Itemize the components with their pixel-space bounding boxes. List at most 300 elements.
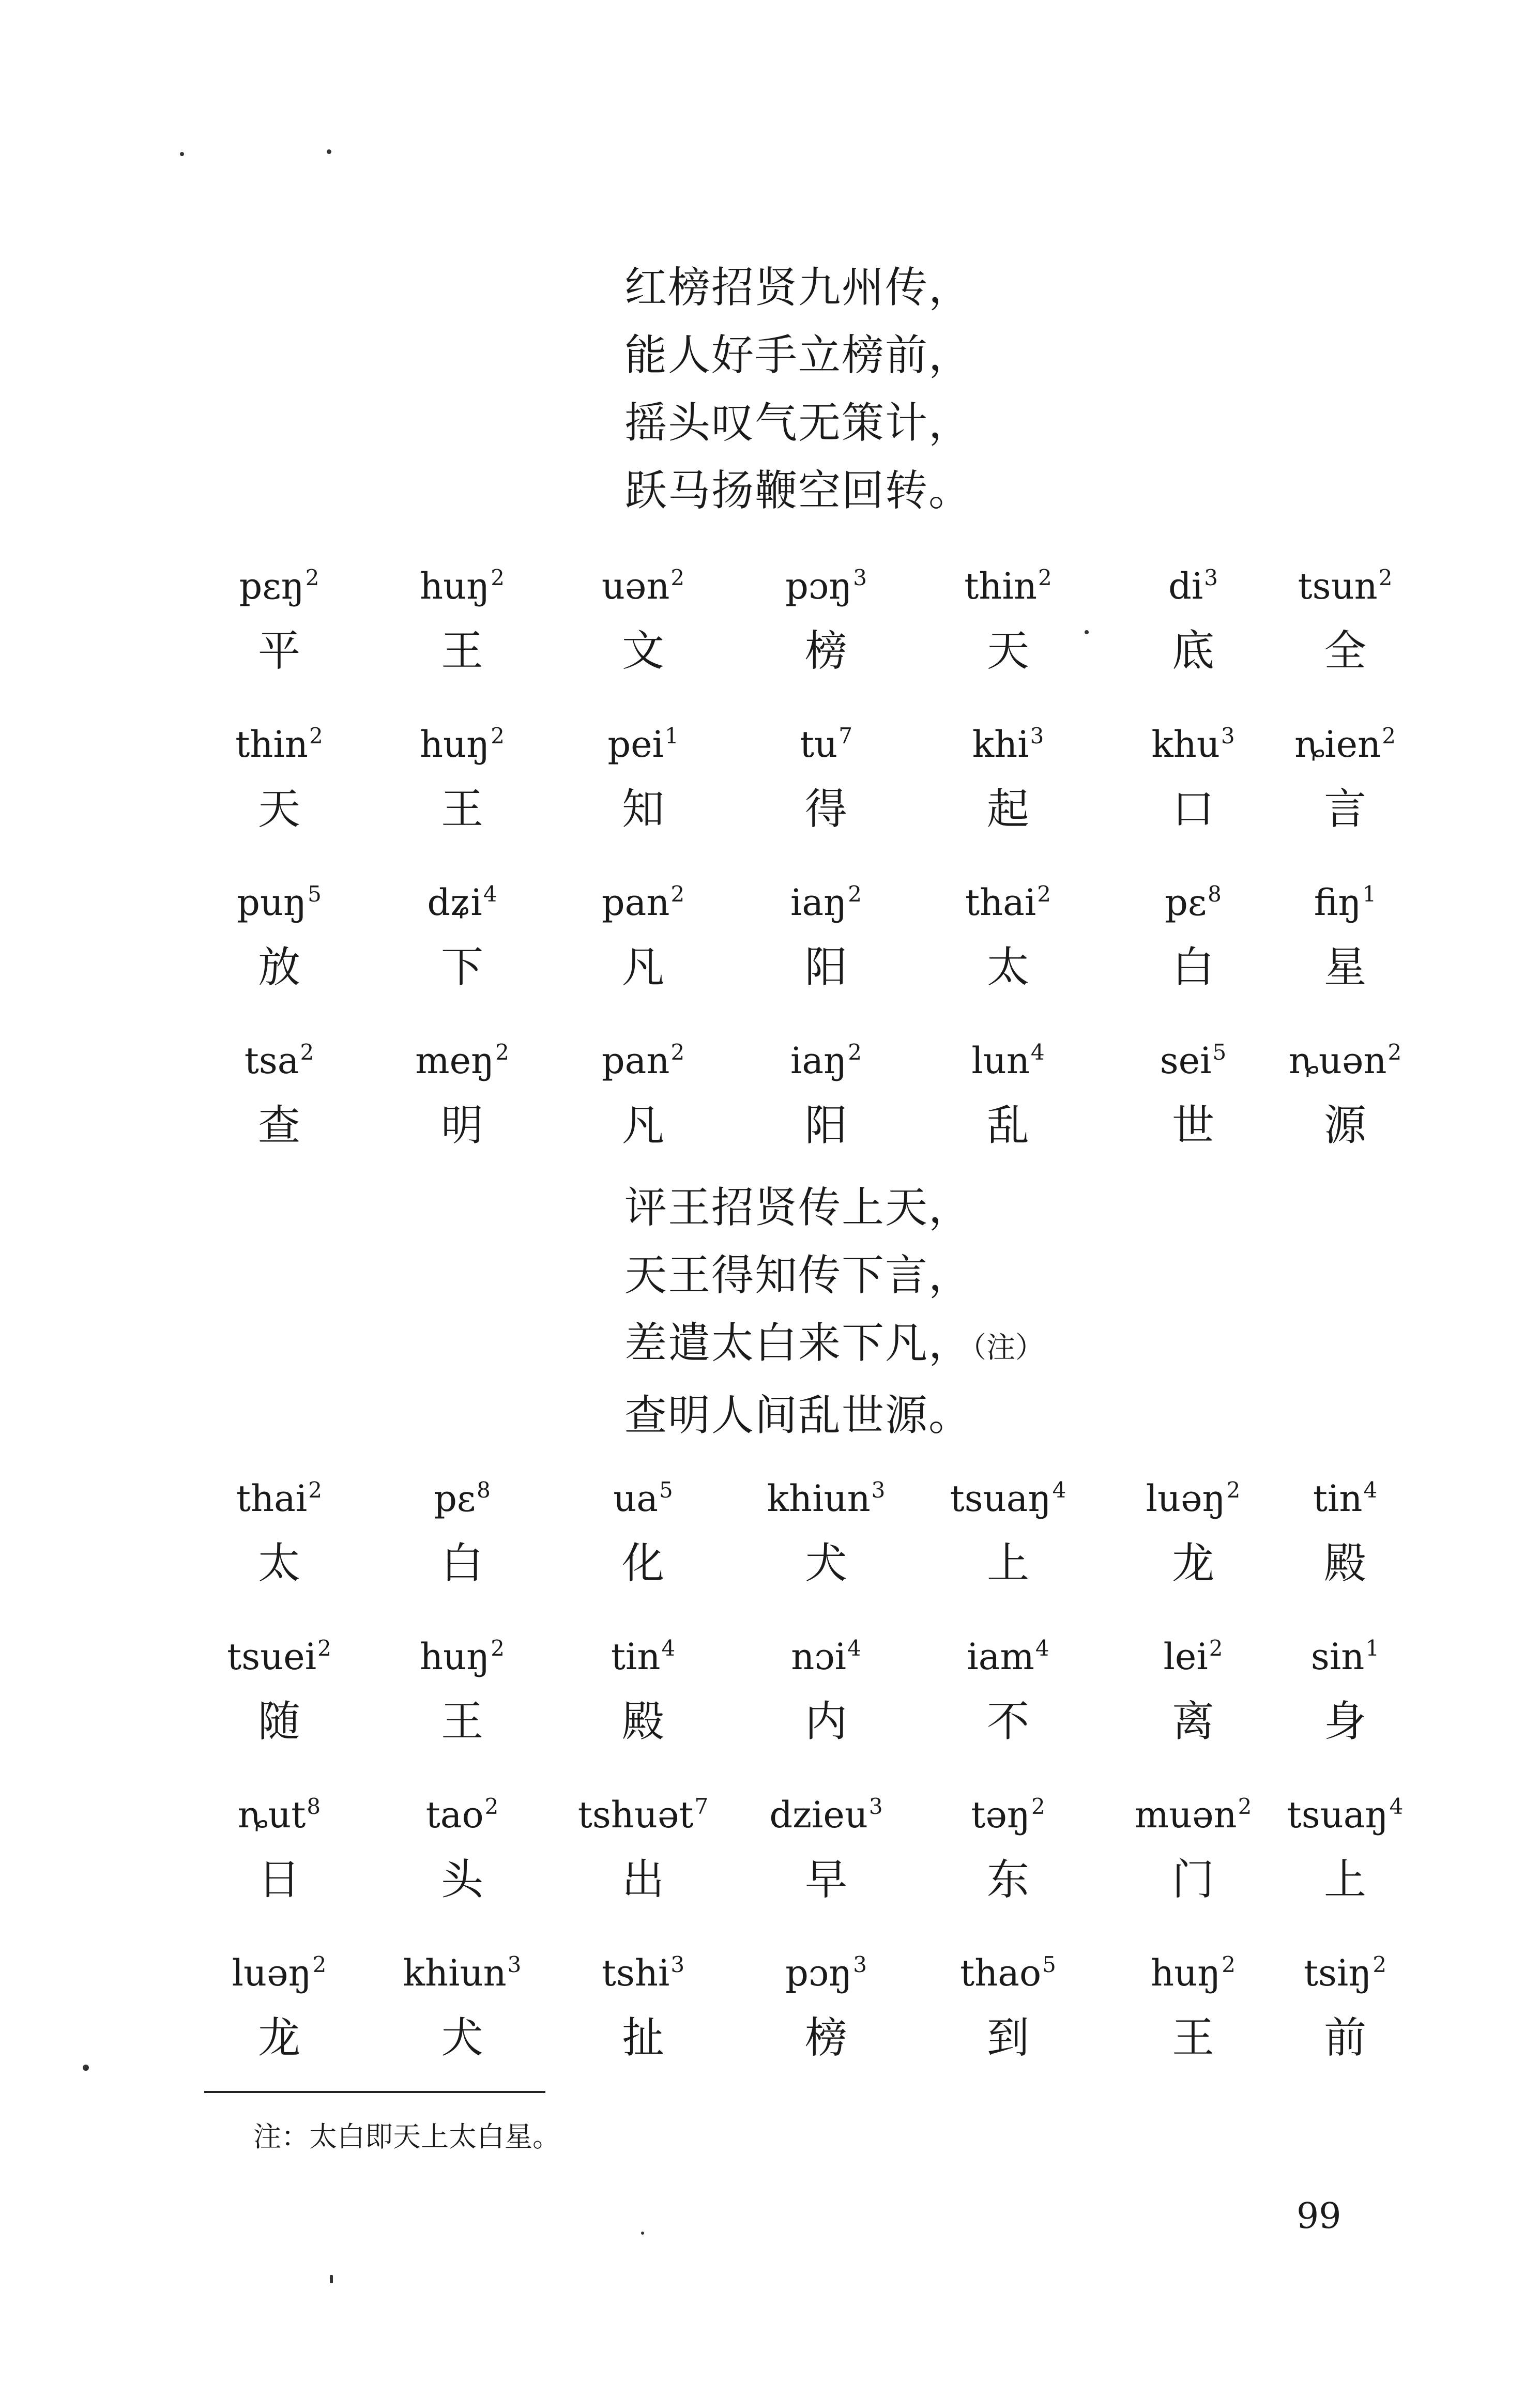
syllable-cell	[566, 1033, 721, 1152]
romanization	[385, 875, 540, 930]
tone-number: 2	[1209, 1636, 1223, 1661]
romanization	[1116, 875, 1271, 930]
verse-2	[624, 1174, 1044, 1449]
chinese-character: 白	[440, 1539, 483, 1588]
tone-number: 2	[491, 1636, 505, 1661]
romanization-text: huŋ	[420, 565, 490, 607]
romanization-text: khiun	[403, 1952, 507, 1994]
syllable-cell	[931, 1787, 1086, 1906]
chinese-character: 殿	[621, 1697, 664, 1746]
romanization	[749, 1629, 904, 1685]
romanization-text: luəŋ	[1146, 1477, 1226, 1520]
romanization-text: luəŋ	[232, 1952, 312, 1994]
romanization-text: ȵien	[1294, 723, 1381, 766]
romanization-text: iaŋ	[790, 881, 847, 924]
syllable-cell	[385, 875, 540, 994]
romanization-text: ȵut	[237, 1794, 306, 1836]
chinese-character: 星	[1323, 943, 1366, 992]
romanization	[1116, 1033, 1271, 1089]
syllable-cell	[1116, 1471, 1271, 1590]
chinese-character: 化	[621, 1539, 664, 1588]
scan-speck	[330, 2275, 333, 2283]
tone-number: 2	[1387, 1040, 1402, 1065]
romanization-text: tin	[1313, 1477, 1363, 1520]
romanization-text: pɛ	[1165, 881, 1207, 924]
chinese-character: 凡	[621, 1101, 664, 1150]
romanization-text: dʑi	[427, 881, 482, 924]
romanization-text: huŋ	[420, 723, 490, 766]
chinese-character: 阳	[804, 943, 847, 992]
romanization-text: tshi	[601, 1952, 670, 1994]
chinese-character: 平	[257, 627, 300, 676]
syllable-cell	[749, 1471, 904, 1590]
romanization	[1268, 1945, 1423, 2001]
scan-speck	[641, 2232, 644, 2235]
syllable-cell	[385, 558, 540, 677]
romanization-text: iam	[967, 1636, 1034, 1678]
tone-number: 2	[484, 1794, 499, 1819]
tone-number: 2	[1031, 1794, 1045, 1819]
romanization	[385, 716, 540, 772]
romanization	[749, 1033, 904, 1089]
romanization	[566, 716, 721, 772]
romanization-text: nɔi	[791, 1636, 846, 1678]
phonetic-row	[0, 1033, 1540, 1191]
chinese-character: 早	[804, 1855, 847, 1904]
chinese-character: 底	[1171, 627, 1214, 676]
syllable-cell	[1116, 1629, 1271, 1748]
syllable-cell	[566, 1629, 721, 1748]
chinese-character: 乱	[986, 1101, 1029, 1150]
romanization-text: puŋ	[237, 881, 307, 924]
chinese-character: 犬	[804, 1539, 847, 1588]
tone-number: 2	[848, 1040, 862, 1065]
romanization	[931, 716, 1086, 772]
footnote-marker: （注）	[972, 1331, 1045, 1365]
tone-number: 7	[838, 723, 852, 749]
syllable-cell	[566, 1945, 721, 2064]
syllable-cell	[1268, 875, 1423, 994]
syllable-cell	[566, 716, 721, 835]
chinese-character: 明	[440, 1101, 483, 1150]
syllable-cell	[202, 1629, 357, 1748]
syllable-cell	[385, 716, 540, 835]
verse-line: 跃马扬鞭空回转。	[624, 466, 972, 515]
tone-number: 2	[1238, 1794, 1252, 1819]
romanization	[931, 1629, 1086, 1685]
verse-line: 摇头叹气无策计，	[624, 399, 972, 448]
syllable-cell	[1116, 558, 1271, 677]
verse-line-text: 差遣太白来下凡，	[624, 1319, 972, 1368]
syllable-cell	[202, 558, 357, 677]
tone-number: 4	[1030, 1040, 1045, 1065]
romanization-text: pan	[601, 881, 670, 924]
romanization-text: tsuaŋ	[1287, 1794, 1389, 1836]
romanization	[202, 875, 357, 930]
chinese-character: 凡	[621, 943, 664, 992]
syllable-cell	[931, 558, 1086, 677]
chinese-character: 下	[440, 943, 483, 992]
syllable-cell	[385, 1787, 540, 1906]
chinese-character: 天	[257, 785, 300, 834]
tone-number: 2	[1037, 881, 1051, 907]
syllable-cell	[749, 1945, 904, 2064]
footnote: 注：太白即天上太白星。	[253, 2120, 560, 2153]
romanization	[1116, 1471, 1271, 1526]
tone-number: 2	[670, 881, 685, 907]
romanization	[931, 1945, 1086, 2001]
chinese-character: 天	[986, 627, 1029, 676]
tone-number: 2	[300, 1040, 314, 1065]
verse-line: 能人好手立榜前，	[624, 331, 972, 380]
footnote-rule	[204, 2091, 545, 2093]
syllable-cell	[385, 1033, 540, 1152]
romanization-text: pei	[607, 723, 664, 766]
syllable-cell	[931, 1945, 1086, 2064]
romanization	[931, 558, 1086, 614]
verse-line	[624, 1309, 1044, 1382]
romanization	[1268, 558, 1423, 614]
tone-number: 4	[847, 1636, 861, 1661]
tone-number: 5	[1042, 1952, 1056, 1977]
romanization	[749, 1787, 904, 1843]
romanization-text: tin	[611, 1636, 661, 1678]
syllable-cell	[1116, 1787, 1271, 1906]
syllable-cell	[566, 875, 721, 994]
romanization	[1116, 1629, 1271, 1685]
chinese-character: 日	[257, 1855, 300, 1904]
romanization-text: ȵuən	[1288, 1040, 1387, 1082]
syllable-cell	[202, 1945, 357, 2064]
syllable-cell	[385, 1629, 540, 1748]
syllable-cell	[566, 1471, 721, 1590]
romanization-text: sin	[1310, 1636, 1365, 1678]
romanization-text: thai	[965, 881, 1036, 924]
romanization-text: thao	[960, 1952, 1042, 1994]
romanization	[931, 1471, 1086, 1526]
chinese-character: 前	[1323, 2013, 1366, 2063]
romanization	[385, 1033, 540, 1089]
chinese-character: 全	[1323, 627, 1366, 676]
romanization-text: pɛŋ	[239, 565, 304, 607]
phonetic-block-2	[0, 1471, 1540, 2103]
syllable-cell	[1268, 558, 1423, 677]
romanization-text: tsuaŋ	[950, 1477, 1051, 1520]
romanization-text: tsuei	[227, 1636, 317, 1678]
romanization	[749, 1945, 904, 2001]
romanization	[385, 1787, 540, 1843]
romanization-text: tsiŋ	[1303, 1952, 1372, 1994]
syllable-cell	[1268, 1629, 1423, 1748]
chinese-character: 源	[1323, 1101, 1366, 1150]
syllable-cell	[1268, 1033, 1423, 1152]
tone-number: 3	[853, 1952, 867, 1977]
tone-number: 8	[1208, 881, 1222, 907]
tone-number: 4	[661, 1636, 676, 1661]
romanization	[385, 1945, 540, 2001]
page-number: 99	[1297, 2196, 1341, 2237]
romanization-text: thin	[964, 565, 1037, 607]
chinese-character: 随	[257, 1697, 300, 1746]
syllable-cell	[931, 875, 1086, 994]
phonetic-block-1	[0, 558, 1540, 1191]
syllable-cell	[749, 1787, 904, 1906]
chinese-character: 口	[1171, 785, 1214, 834]
phonetic-row	[0, 1629, 1540, 1787]
chinese-character: 扯	[621, 2013, 664, 2063]
tone-number: 2	[1378, 565, 1393, 590]
romanization	[202, 558, 357, 614]
tone-number: 2	[491, 565, 505, 590]
chinese-character: 世	[1171, 1101, 1214, 1150]
romanization	[1116, 716, 1271, 772]
romanization	[202, 1629, 357, 1685]
verse-1	[624, 254, 972, 525]
tone-number: 4	[1035, 1636, 1049, 1661]
romanization	[202, 716, 357, 772]
romanization-text: tsun	[1298, 565, 1378, 607]
romanization-text: ua	[613, 1477, 659, 1520]
syllable-cell	[1268, 1945, 1423, 2064]
chinese-character: 放	[257, 943, 300, 992]
syllable-cell	[202, 1471, 357, 1590]
chinese-character: 得	[804, 785, 847, 834]
romanization-text: pan	[601, 1040, 670, 1082]
romanization	[566, 558, 721, 614]
phonetic-row	[0, 716, 1540, 875]
romanization-text: khi	[972, 723, 1029, 766]
tone-number: 5	[659, 1477, 673, 1503]
verse-line: 红榜招贤九州传，	[624, 263, 972, 312]
romanization-text: uən	[601, 565, 670, 607]
tone-number: 3	[868, 1794, 883, 1819]
romanization-text: fiŋ	[1314, 881, 1362, 924]
scan-speck	[1085, 630, 1089, 634]
verse-line: 天王得知传下言，	[624, 1251, 972, 1300]
scan-speck	[327, 149, 331, 154]
chinese-character: 东	[986, 1855, 1029, 1904]
romanization-text: muən	[1134, 1794, 1237, 1836]
romanization	[1268, 1471, 1423, 1526]
chinese-character: 门	[1171, 1855, 1214, 1904]
romanization-text: thai	[236, 1477, 308, 1520]
tone-number: 2	[495, 1040, 509, 1065]
chinese-character: 身	[1323, 1697, 1366, 1746]
romanization-text: khu	[1151, 723, 1220, 766]
romanization	[385, 558, 540, 614]
syllable-cell	[931, 1471, 1086, 1590]
chinese-character: 出	[621, 1855, 664, 1904]
syllable-cell	[749, 875, 904, 994]
romanization-text: huŋ	[1151, 1952, 1221, 1994]
romanization	[931, 1033, 1086, 1089]
scan-speck	[180, 152, 184, 156]
syllable-cell	[566, 1787, 721, 1906]
verse-line: 查明人间乱世源。	[624, 1391, 972, 1440]
tone-number: 8	[477, 1477, 491, 1503]
chinese-character: 龙	[257, 2013, 300, 2063]
scan-speck	[83, 2065, 89, 2071]
romanization-text: meŋ	[415, 1040, 495, 1082]
tone-number: 3	[1030, 723, 1044, 749]
chinese-character: 文	[621, 627, 664, 676]
syllable-cell	[385, 1471, 540, 1590]
syllable-cell	[931, 1629, 1086, 1748]
chinese-character: 王	[440, 1697, 483, 1746]
phonetic-row	[0, 1945, 1540, 2103]
romanization-text: pɛ	[434, 1477, 476, 1520]
romanization	[566, 875, 721, 930]
tone-number: 3	[853, 565, 867, 590]
tone-number: 5	[1212, 1040, 1227, 1065]
tone-number: 2	[670, 1040, 685, 1065]
romanization	[1116, 1787, 1271, 1843]
romanization	[931, 1787, 1086, 1843]
romanization	[566, 1787, 721, 1843]
syllable-cell	[1116, 716, 1271, 835]
romanization	[566, 1629, 721, 1685]
romanization-text: tshuət	[577, 1794, 694, 1836]
chinese-character: 殿	[1323, 1539, 1366, 1588]
syllable-cell	[202, 1787, 357, 1906]
romanization	[749, 1471, 904, 1526]
syllable-cell	[1268, 1471, 1423, 1590]
chinese-character: 起	[986, 785, 1029, 834]
romanization	[566, 1945, 721, 2001]
chinese-character: 不	[986, 1697, 1029, 1746]
romanization-text: thin	[235, 723, 308, 766]
tone-number: 7	[694, 1794, 709, 1819]
syllable-cell	[749, 716, 904, 835]
tone-number: 2	[312, 1952, 327, 1977]
tone-number: 8	[307, 1794, 321, 1819]
chinese-character: 阳	[804, 1101, 847, 1150]
chinese-character: 白	[1171, 943, 1214, 992]
tone-number: 3	[1221, 723, 1235, 749]
chinese-character: 上	[1323, 1855, 1366, 1904]
chinese-character: 王	[1171, 2013, 1214, 2063]
romanization	[202, 1945, 357, 2001]
syllable-cell	[749, 1033, 904, 1152]
tone-number: 2	[1226, 1477, 1241, 1503]
tone-number: 2	[670, 565, 685, 590]
romanization-text: iaŋ	[790, 1040, 847, 1082]
chinese-character: 查	[257, 1101, 300, 1150]
romanization	[749, 558, 904, 614]
romanization	[566, 1033, 721, 1089]
romanization	[385, 1629, 540, 1685]
romanization-text: tao	[425, 1794, 484, 1836]
romanization	[1268, 875, 1423, 930]
tone-number: 5	[308, 881, 322, 907]
romanization	[931, 875, 1086, 930]
romanization-text: pɔŋ	[785, 565, 852, 607]
tone-number: 2	[1382, 723, 1396, 749]
romanization-text: khiun	[767, 1477, 871, 1520]
tone-number: 1	[664, 723, 679, 749]
tone-number: 2	[491, 723, 505, 749]
romanization	[749, 875, 904, 930]
phonetic-row	[0, 558, 1540, 716]
syllable-cell	[931, 1033, 1086, 1152]
syllable-cell	[1268, 1787, 1423, 1906]
romanization	[1268, 716, 1423, 772]
chinese-character: 离	[1171, 1697, 1214, 1746]
romanization	[1116, 558, 1271, 614]
tone-number: 1	[1365, 1636, 1380, 1661]
romanization-text: pɔŋ	[785, 1952, 852, 1994]
chinese-character: 太	[257, 1539, 300, 1588]
phonetic-row	[0, 1471, 1540, 1629]
tone-number: 4	[483, 881, 497, 907]
romanization	[202, 1471, 357, 1526]
tone-number: 2	[308, 1477, 323, 1503]
phonetic-row	[0, 875, 1540, 1033]
romanization-text: təŋ	[971, 1794, 1030, 1836]
chinese-character: 王	[440, 627, 483, 676]
chinese-character: 知	[621, 785, 664, 834]
chinese-character: 内	[804, 1697, 847, 1746]
chinese-character: 到	[986, 2013, 1029, 2063]
romanization-text: tu	[800, 723, 838, 766]
tone-number: 3	[1204, 565, 1218, 590]
romanization	[1116, 1945, 1271, 2001]
romanization-text: tsa	[244, 1040, 299, 1082]
phonetic-row	[0, 1787, 1540, 1945]
romanization	[749, 716, 904, 772]
romanization-text: dzieu	[769, 1794, 868, 1836]
romanization	[385, 1471, 540, 1526]
syllable-cell	[202, 875, 357, 994]
romanization	[1268, 1629, 1423, 1685]
tone-number: 2	[1373, 1952, 1387, 1977]
romanization	[566, 1471, 721, 1526]
romanization	[1268, 1033, 1423, 1089]
chinese-character: 榜	[804, 2013, 847, 2063]
romanization	[202, 1787, 357, 1843]
chinese-character: 犬	[440, 2013, 483, 2063]
syllable-cell	[749, 1629, 904, 1748]
tone-number: 3	[507, 1952, 522, 1977]
tone-number: 2	[309, 723, 323, 749]
tone-number: 2	[1222, 1952, 1236, 1977]
tone-number: 4	[1389, 1794, 1404, 1819]
tone-number: 2	[848, 881, 862, 907]
tone-number: 2	[317, 1636, 331, 1661]
chinese-character: 王	[440, 785, 483, 834]
chinese-character: 头	[440, 1855, 483, 1904]
syllable-cell	[1116, 875, 1271, 994]
syllable-cell	[1116, 1945, 1271, 2064]
romanization-text: huŋ	[420, 1636, 490, 1678]
chinese-character: 上	[986, 1539, 1029, 1588]
tone-number: 3	[871, 1477, 886, 1503]
tone-number: 1	[1362, 881, 1377, 907]
chinese-character: 太	[986, 943, 1029, 992]
romanization-text: lun	[971, 1040, 1030, 1082]
tone-number: 2	[1038, 565, 1052, 590]
syllable-cell	[1116, 1033, 1271, 1152]
tone-number: 3	[670, 1952, 685, 1977]
romanization	[1268, 1787, 1423, 1843]
romanization	[202, 1033, 357, 1089]
tone-number: 4	[1052, 1477, 1066, 1503]
romanization-text: lei	[1163, 1636, 1208, 1678]
chinese-character: 言	[1323, 785, 1366, 834]
romanization-text: di	[1168, 565, 1203, 607]
chinese-character: 榜	[804, 627, 847, 676]
syllable-cell	[749, 558, 904, 677]
